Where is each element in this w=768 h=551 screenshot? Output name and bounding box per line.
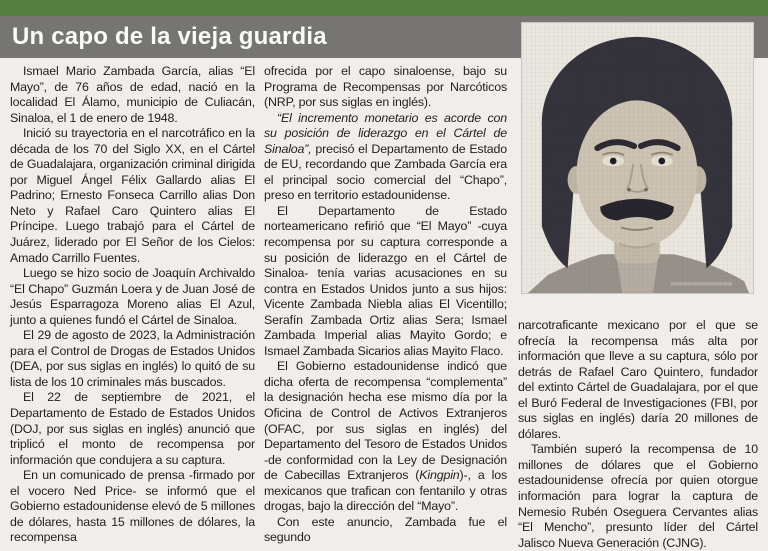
article-paragraph: [264, 359, 507, 514]
paragraph-segment: Con este anuncio, Zambada fue el segundo: [264, 514, 507, 545]
article-paragraph: [518, 442, 758, 551]
paragraph-segment: El 22 de septiembre de 2021, el Departamento de Estado de Estados Unidos (DOJ, por sus siglas en inglés) anunció que triplicó el monto de recompensa por información que condujera a su captura.: [10, 390, 255, 467]
headline-title: Un capo de la vieja guardia: [12, 23, 327, 50]
article-paragraph: [10, 126, 255, 266]
article-paragraph: [10, 390, 255, 468]
paragraph-segment: ofrecida por el capo sinaloense, bajo su Programa de Recompensas por Narcóticos (NRP, por sus siglas en inglés).: [264, 64, 507, 110]
article-column-1: [10, 64, 255, 546]
paragraph-segment: Luego se hizo socio de Joaquín Archivaldo “El Chapo” Guzmán Loera y de Juan José de Jesús Esparragoza Moreno alias El Azul, junto a quienes fundó el Cártel de Sinaloa.: [10, 266, 255, 327]
article-paragraph: [264, 111, 507, 204]
paragraph-segment: )-, a los mexicanos que trafican con fentanilo y otras drogas, bajo la dirección del “Mayo”.: [264, 468, 507, 514]
paragraph-segment-italic: “El incremento monetario es acorde con su posición de liderazgo en el Cártel de Sinaloa”,: [264, 110, 507, 156]
paragraph-segment: narcotraficante mexicano por el que se ofrecía la recompensa más alta por información que lleve a su captura, sólo por detrás de Rafael Caro Quintero, fundador del extinto Cártel de Guadalajara, por el que el Buró Federal de Investigaciones (FBI, por sus siglas en inglés) daría 20 millones de dólares.: [518, 318, 758, 441]
paragraph-segment: El Gobierno estadounidense indicó que dicha oferta de recompensa “complementa” la designación hecha ese mismo día por la Oficina de Control de Activos Extranjeros (OFAC, por sus siglas en inglés) del Departamento del Tesoro de Estados Unidos -de conformidad con la Ley de Designación de Cabecillas Extranjeros (: [264, 359, 507, 483]
article-paragraph: [10, 328, 255, 390]
article-paragraph: [10, 266, 255, 328]
header-accent-bar: [0, 0, 768, 16]
paragraph-segment: En un comunicado de prensa -firmado por el vocero Ned Price- se informó que el Gobierno estadounidense elevó de 5 millones de dólares, hasta 15 millones de dólares, la recompensa: [10, 468, 255, 545]
paragraph-segment: Ismael Mario Zambada García, alias “El Mayo”, de 76 años de edad, nació en la localidad El Álamo, municipio de Culiacán, Sinaloa, el 1 de enero de 1948.: [10, 64, 255, 125]
portrait-photo: [521, 22, 754, 294]
article-column-3: [518, 318, 758, 551]
paragraph-segment: Inició su trayectoria en el narcotráfico en la década de los 70 del Siglo XX, en el Cártel de Guadalajara, organización criminal dirigida por Miguel Ángel Félix Gallardo alias El Padrino; Ernesto Fonseca Carrillo alias Don Neto y Rafael Caro Quintero alias El Príncipe. Luego trabajó para el Cártel de Juárez, liderado por El Señor de los Cielos: Amado Carrillo Fuentes.: [10, 126, 255, 265]
paragraph-segment: También superó la recompensa de 10 millones de dólares que el Gobierno estadounidense ofrecía por quien otorgue información para lograr la captura de Nemesio Rubén Oseguera Cervantes alias “El Mencho”, presunto líder del Cártel Jalisco Nueva Generación (CJNG).: [518, 442, 758, 550]
article-column-2: [264, 64, 507, 546]
article-paragraph: [10, 468, 255, 546]
article-paragraph: [264, 204, 507, 359]
article-paragraph: [264, 515, 507, 546]
paragraph-segment-italic: Kingpin: [419, 468, 460, 483]
paragraph-segment: El Departamento de Estado norteamericano refirió que “El Mayo” -cuya recompensa por su captura corresponde a su posición de liderazgo en el Cártel de Sinaloa- tenía varias acusaciones en su contra en Estados Unidos junto a sus hijos: Vicente Zambada Niebla alias El Vicentillo; Serafín Zambada Ortiz alias Sera; Ismael Zambada Imperial alias Mayito Gordo; e Ismael Zambada Sicarios alias Mayito Flaco.: [264, 203, 507, 358]
article-paragraph: [10, 64, 255, 126]
portrait-photo-illustration: [522, 23, 753, 293]
paragraph-segment: El 29 de agosto de 2023, la Administración para el Control de Drogas de Estados Unidos (DEA, por sus siglas en inglés) lo quitó de su lista de los 10 criminales más buscados.: [10, 328, 255, 389]
article-paragraph: [518, 318, 758, 442]
paragraph-segment: precisó el Departamento de Estado de EU, recordando que Zambada García era el principal socio comercial del “Chapo”, preso en territorio estadounidense.: [264, 141, 507, 203]
article-paragraph: [264, 64, 507, 111]
